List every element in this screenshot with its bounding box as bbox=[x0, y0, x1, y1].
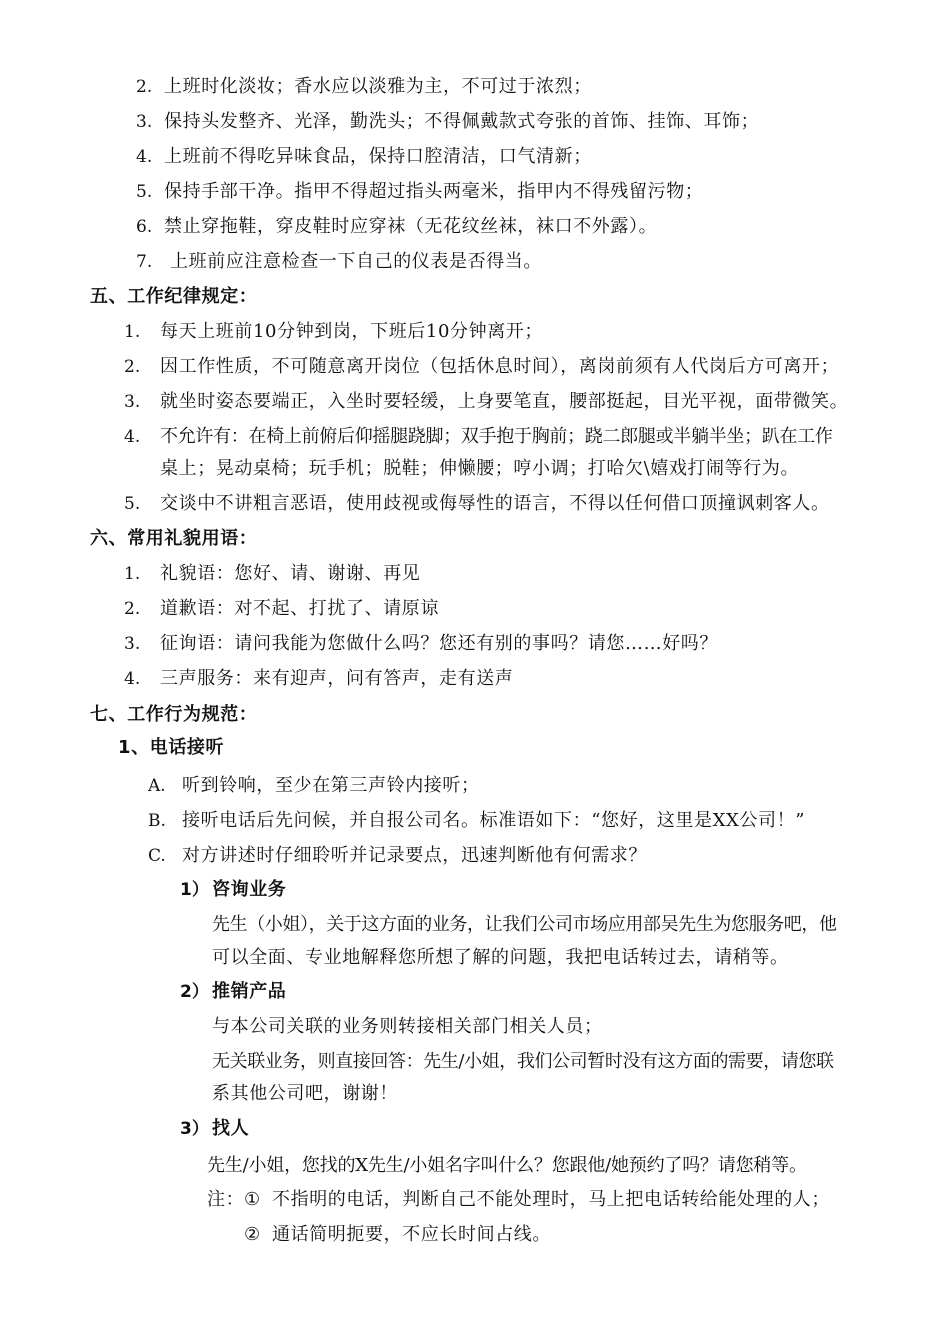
list-number: 1. bbox=[124, 322, 141, 342]
list-text: 保持手部干净。指甲不得超过指头两毫米，指甲内不得残留污物； bbox=[164, 181, 704, 202]
case-number: 3） bbox=[180, 1119, 209, 1139]
list-number: 3. bbox=[124, 392, 141, 412]
list-text: 交谈中不讲粗言恶语，使用歧视或侮辱性的语言，不得以任何借口顶撞讽刺客人。 bbox=[160, 493, 830, 514]
step-letter: C. bbox=[148, 846, 166, 866]
list-text: 因工作性质，不可随意离开岗位（包括休息时间），离岗前须有人代岗后方可离开； bbox=[160, 356, 840, 377]
case-text: 可以全面、专业地解释您所想了解的问题，我把电话转过去，请稍等。 bbox=[212, 947, 789, 968]
list-text: 道歉语：对不起、打扰了、请原谅 bbox=[160, 598, 439, 619]
list-number: 7. bbox=[136, 252, 153, 272]
case-title: 推销产品 bbox=[212, 981, 287, 1002]
list-number: 2. bbox=[136, 77, 153, 97]
list-text: 不允许有：在椅上前俯后仰摇腿跷脚；双手抱于胸前；跷二郎腿或半躺半坐；趴在工作 bbox=[160, 426, 833, 447]
case-text: 系其他公司吧，谢谢！ bbox=[212, 1083, 398, 1104]
step-letter: B. bbox=[148, 811, 166, 831]
list-text: 征询语：请问我能为您做什么吗？您还有别的事吗？请您……好吗？ bbox=[160, 633, 718, 654]
list-text: 每天上班前10分钟到岗，下班后10分钟离开； bbox=[160, 321, 544, 342]
subsection-heading: 1、电话接听 bbox=[118, 737, 225, 758]
case-text: 与本公司关联的业务则转接相关部门相关人员； bbox=[212, 1016, 603, 1037]
list-number: 5. bbox=[124, 494, 141, 514]
case-text: 无关联业务，则直接回答：先生/小姐，我们公司暂时没有这方面的需要，请您联 bbox=[212, 1051, 834, 1072]
case-number: 2） bbox=[180, 982, 209, 1002]
list-number: 2. bbox=[124, 357, 141, 377]
note-text: 通话简明扼要，不应长时间占线。 bbox=[272, 1224, 551, 1245]
list-text: 桌上；晃动桌椅；玩手机；脱鞋；伸懒腰；哼小调；打哈欠\嬉戏打闹等行为。 bbox=[160, 458, 800, 479]
list-text: 就坐时姿态要端正，入坐时要轻缓，上身要笔直，腰部挺起，目光平视，面带微笑。 bbox=[160, 391, 849, 412]
note-mark: ① bbox=[244, 1189, 261, 1210]
case-text: 先生（小姐），关于这方面的业务，让我们公司市场应用部吴先生为您服务吧，他 bbox=[212, 914, 837, 935]
case-number: 1） bbox=[180, 880, 209, 900]
list-text: 三声服务：来有迎声，问有答声，走有送声 bbox=[160, 668, 514, 689]
list-text: 上班前应注意检查一下自己的仪表是否得当。 bbox=[170, 251, 542, 272]
list-text: 禁止穿拖鞋，穿皮鞋时应穿袜（无花纹丝袜，袜口不外露）。 bbox=[164, 216, 658, 237]
list-text: 保持头发整齐、光泽，勤洗头；不得佩戴款式夸张的首饰、挂饰、耳饰； bbox=[164, 111, 760, 132]
list-text: 礼貌语：您好、请、谢谢、再见 bbox=[160, 563, 421, 584]
case-title: 咨询业务 bbox=[212, 879, 287, 900]
step-text: 对方讲述时仔细聆听并记录要点，迅速判断他有何需求？ bbox=[182, 845, 647, 866]
list-number: 3. bbox=[136, 112, 153, 132]
section-heading: 七、工作行为规范： bbox=[90, 704, 258, 725]
list-number: 5. bbox=[136, 182, 153, 202]
case-title: 找人 bbox=[212, 1118, 250, 1139]
case-text: 先生/小姐，您找的X先生/小姐名字叫什么？您跟他/她预约了吗？请您稍等。 bbox=[207, 1155, 807, 1176]
list-text: 上班时化淡妆；香水应以淡雅为主，不可过于浓烈； bbox=[164, 76, 592, 97]
step-letter: A. bbox=[148, 776, 166, 796]
list-number: 1. bbox=[124, 564, 141, 584]
list-number: 6. bbox=[136, 217, 153, 237]
list-text: 上班前不得吃异味食品，保持口腔清洁，口气清新； bbox=[164, 146, 592, 167]
note-mark: ② bbox=[244, 1224, 261, 1245]
note-label: 注： bbox=[207, 1189, 245, 1210]
step-text: 接听电话后先问候，并自报公司名。标准语如下：“您好，这里是XX公司！” bbox=[182, 810, 806, 831]
list-number: 4. bbox=[136, 147, 153, 167]
section-heading: 五、工作纪律规定： bbox=[90, 286, 258, 307]
list-number: 3. bbox=[124, 634, 141, 654]
list-number: 4. bbox=[124, 669, 141, 689]
note-text: 不指明的电话，判断自己不能处理时，马上把电话转给能处理的人； bbox=[272, 1189, 830, 1210]
list-number: 2. bbox=[124, 599, 141, 619]
section-heading: 六、常用礼貌用语： bbox=[90, 528, 258, 549]
step-text: 听到铃响，至少在第三声铃内接听； bbox=[182, 775, 480, 796]
list-number: 4. bbox=[124, 427, 141, 447]
